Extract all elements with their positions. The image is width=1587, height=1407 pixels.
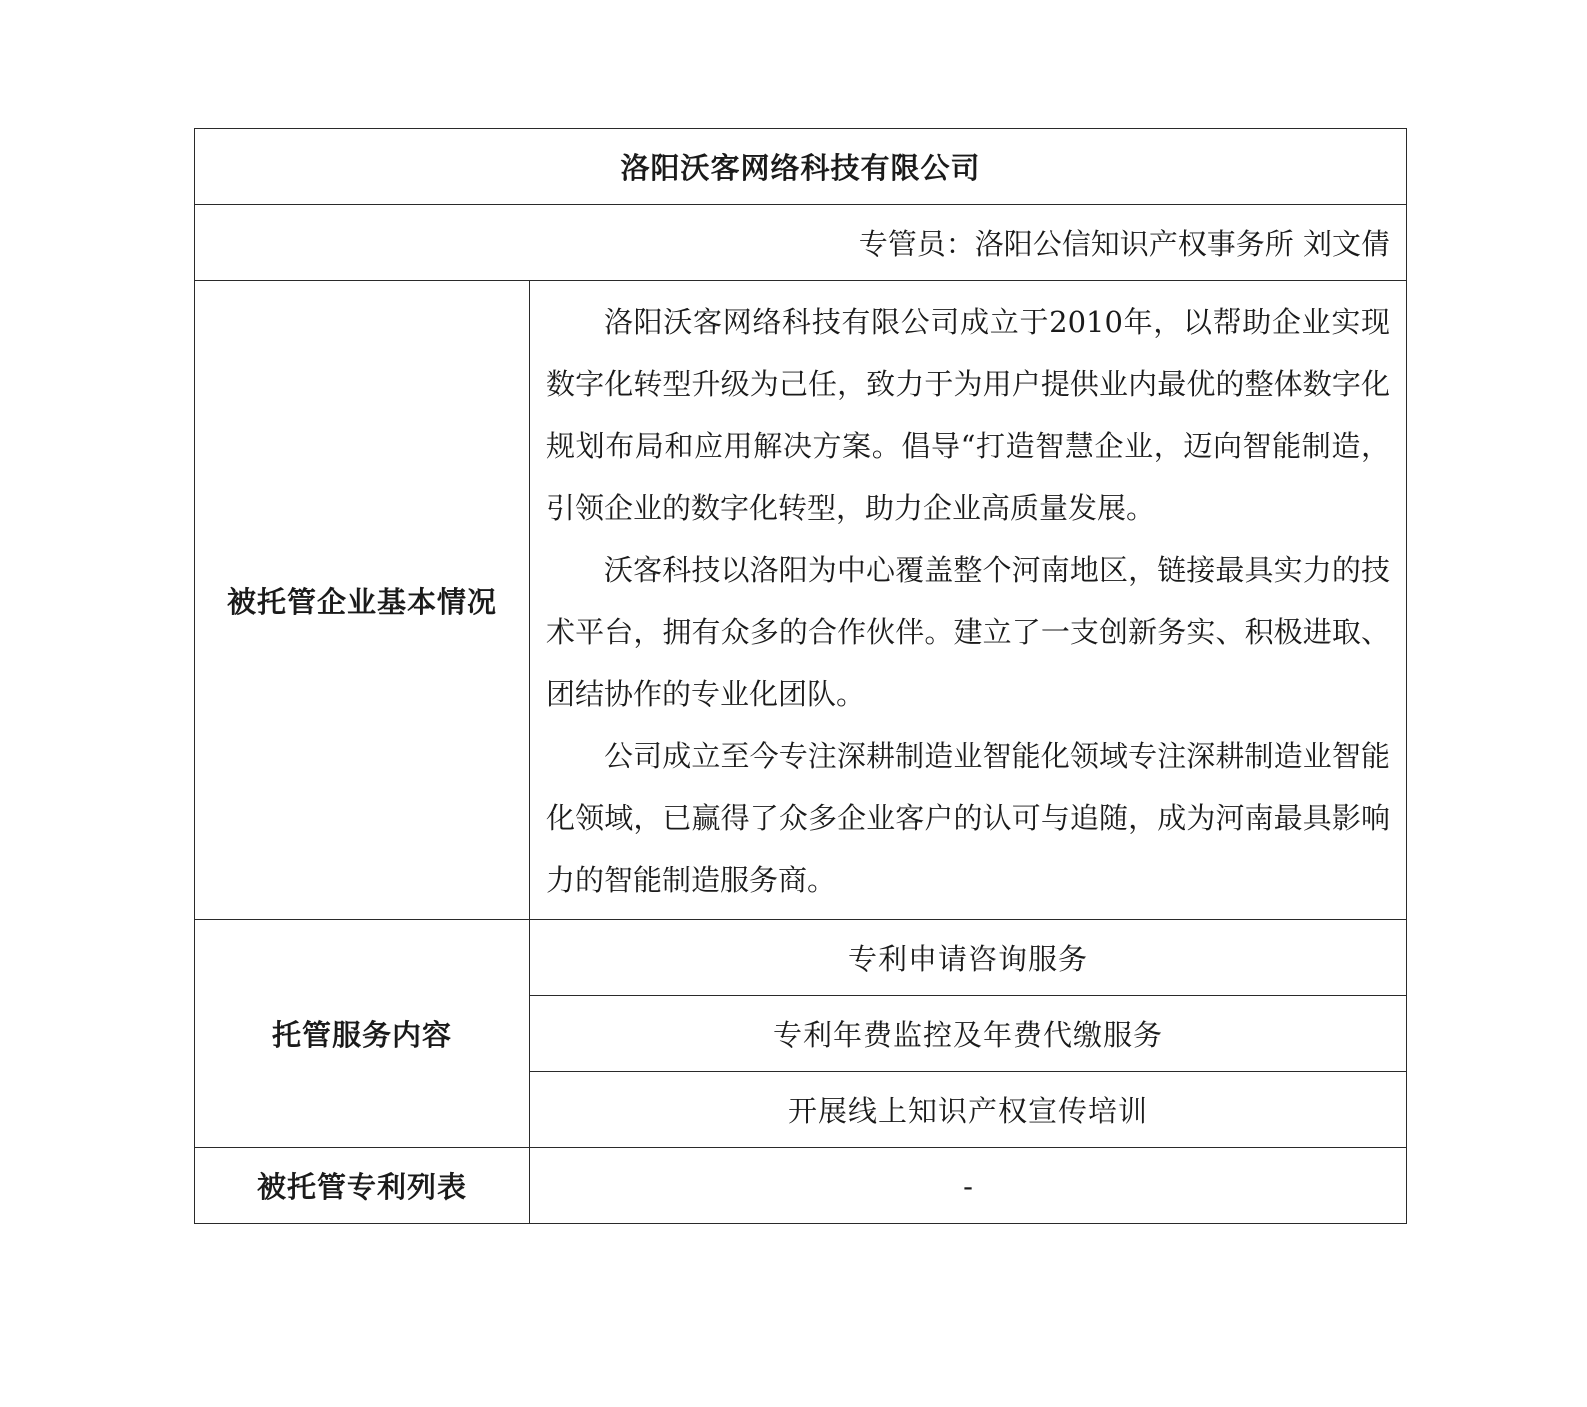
manager-name: 刘文倩 — [1303, 227, 1391, 261]
service-row — [195, 920, 1407, 996]
manager-firm: 洛阳公信知识产权事务所 — [974, 227, 1294, 261]
basic-info-paragraph: 洛阳沃客网络科技有限公司成立于2010年，以帮助企业实现数字化转型升级为己任，致力于为用户提供业内最优的整体数字化规划布局和应用解决方案。倡导“打造智慧企业，迈向智能制造，引领企业的数字化转型，助力企业高质量发展。 — [546, 305, 1391, 525]
company-title: 洛阳沃客网络科技有限公司 — [195, 129, 1407, 205]
service-item: 开展线上知识产权宣传培训 — [530, 1072, 1407, 1148]
patent-list-row — [195, 1148, 1407, 1224]
services-label: 托管服务内容 — [195, 920, 530, 1148]
basic-info-paragraph: 公司成立至今专注深耕制造业智能化领域专注深耕制造业智能化领域，已赢得了众多企业客户的认可与追随，成为河南最具影响力的智能制造服务商。 — [546, 739, 1391, 897]
service-item: 专利申请咨询服务 — [530, 920, 1407, 996]
manager-label: 专管员： — [858, 227, 975, 261]
manager-cell — [195, 205, 1407, 281]
service-item: 专利年费监控及年费代缴服务 — [530, 996, 1407, 1072]
patent-list-value: - — [530, 1148, 1407, 1224]
basic-info-label: 被托管企业基本情况 — [195, 281, 530, 920]
manager-row — [195, 205, 1407, 281]
title-row — [195, 129, 1407, 205]
patent-list-label: 被托管专利列表 — [195, 1148, 530, 1224]
basic-info-row — [195, 281, 1407, 920]
basic-info-paragraph: 沃客科技以洛阳为中心覆盖整个河南地区，链接最具实力的技术平台，拥有众多的合作伙伴。建立了一支创新务实、积极进取、团结协作的专业化团队。 — [546, 553, 1391, 711]
basic-info-content — [530, 281, 1407, 920]
hosting-info-table — [194, 128, 1407, 1224]
